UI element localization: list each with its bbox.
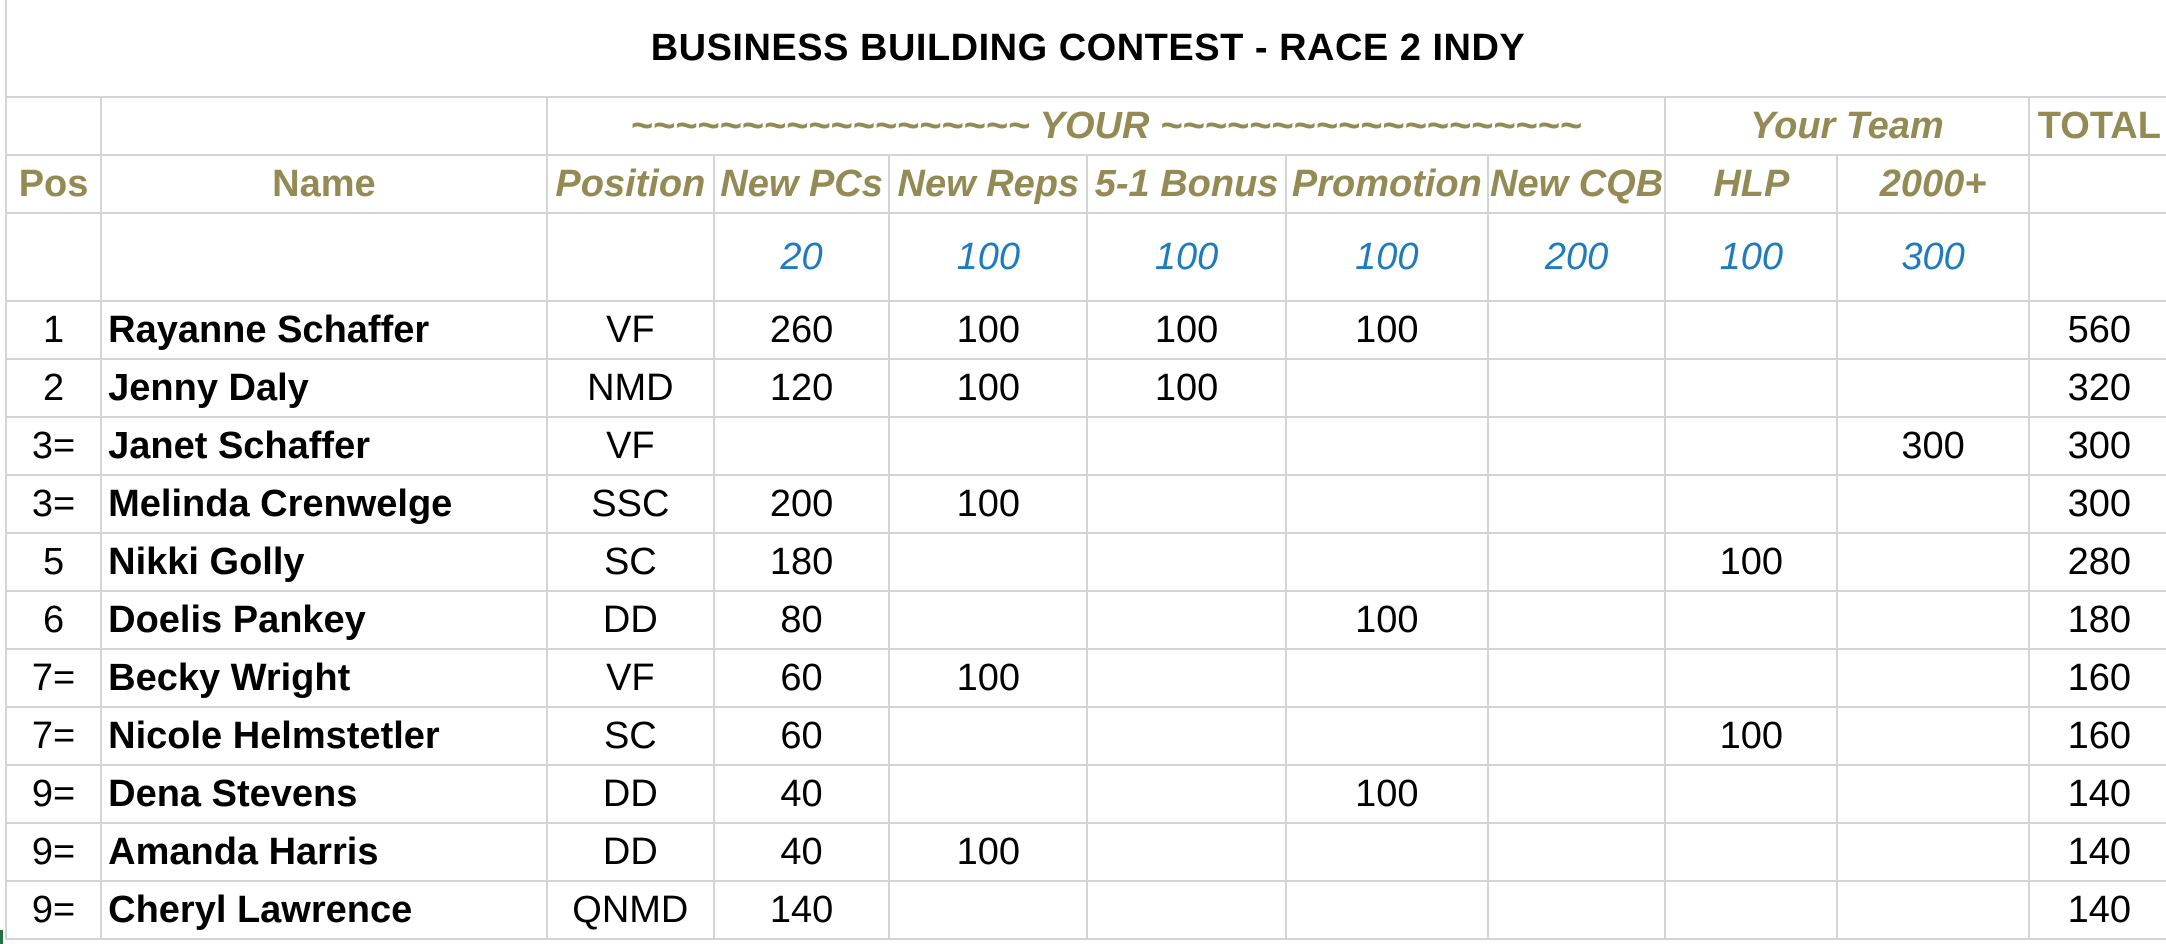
new-pcs-cell[interactable]: 200	[714, 475, 889, 533]
new-cqb-cell[interactable]	[1488, 707, 1665, 765]
name-cell[interactable]: Janet Schaffer	[101, 417, 547, 475]
total-cell[interactable]: 160	[2029, 649, 2166, 707]
cell-blank[interactable]	[6, 97, 101, 155]
promotion-cell[interactable]	[1286, 707, 1488, 765]
pos-cell[interactable]: 9=	[6, 823, 101, 881]
position-cell[interactable]: SSC	[547, 475, 714, 533]
bonus-header[interactable]: 5-1 Bonus	[1087, 155, 1285, 213]
sheet-edge-marker	[0, 930, 3, 944]
new-pcs-header[interactable]: New PCs	[714, 155, 889, 213]
over2000-cell[interactable]	[1837, 591, 2028, 649]
new-reps-points[interactable]: 100	[889, 213, 1087, 301]
name-header[interactable]: Name	[101, 155, 547, 213]
name-cell[interactable]: Cheryl Lawrence	[101, 881, 547, 939]
new-reps-cell[interactable]	[889, 881, 1087, 939]
name-cell[interactable]: Nicole Helmstetler	[101, 707, 547, 765]
pos-cell[interactable]: 3=	[6, 475, 101, 533]
new-pcs-cell[interactable]: 180	[714, 533, 889, 591]
new-reps-cell[interactable]: 100	[889, 823, 1087, 881]
total-cell[interactable]: 280	[2029, 533, 2166, 591]
table-row	[6, 533, 2166, 591]
promotion-points[interactable]: 100	[1286, 213, 1488, 301]
new-cqb-cell[interactable]	[1488, 475, 1665, 533]
promotion-cell[interactable]	[1286, 359, 1488, 417]
promotion-cell[interactable]	[1286, 475, 1488, 533]
bonus-cell[interactable]	[1087, 533, 1285, 591]
new-pcs-cell[interactable]	[714, 417, 889, 475]
column-header-row	[6, 155, 2166, 213]
hlp-points[interactable]: 100	[1665, 213, 1837, 301]
promotion-cell[interactable]	[1286, 533, 1488, 591]
hlp-cell[interactable]	[1665, 765, 1837, 823]
table-row	[6, 359, 2166, 417]
pos-cell[interactable]: 7=	[6, 707, 101, 765]
new-cqb-points[interactable]: 200	[1488, 213, 1665, 301]
over2000-cell[interactable]	[1837, 301, 2028, 359]
bonus-points[interactable]: 100	[1087, 213, 1285, 301]
table-row	[6, 475, 2166, 533]
name-cell[interactable]: Becky Wright	[101, 649, 547, 707]
new-cqb-header[interactable]: New CQB	[1488, 155, 1665, 213]
promotion-cell[interactable]	[1286, 417, 1488, 475]
total-cell[interactable]: 160	[2029, 707, 2166, 765]
over2000-cell[interactable]	[1837, 649, 2028, 707]
over2000-cell[interactable]	[1837, 359, 2028, 417]
total-header[interactable]: TOTAL	[2029, 97, 2166, 155]
pos-cell[interactable]: 3=	[6, 417, 101, 475]
new-pcs-cell[interactable]: 60	[714, 707, 889, 765]
title-row	[6, 0, 2166, 97]
hlp-cell[interactable]	[1665, 649, 1837, 707]
bonus-cell[interactable]	[1087, 591, 1285, 649]
promotion-cell[interactable]	[1286, 823, 1488, 881]
new-cqb-cell[interactable]	[1488, 765, 1665, 823]
new-reps-cell[interactable]	[889, 707, 1087, 765]
new-reps-cell[interactable]: 100	[889, 649, 1087, 707]
promotion-cell[interactable]	[1286, 881, 1488, 939]
position-cell[interactable]: VF	[547, 417, 714, 475]
position-header[interactable]: Position	[547, 155, 714, 213]
bonus-cell[interactable]	[1087, 417, 1285, 475]
new-cqb-cell[interactable]	[1488, 823, 1665, 881]
group-header-row	[6, 97, 2166, 155]
new-pcs-cell[interactable]: 40	[714, 823, 889, 881]
name-cell[interactable]: Amanda Harris	[101, 823, 547, 881]
cell-blank[interactable]	[6, 213, 101, 301]
new-cqb-cell[interactable]	[1488, 417, 1665, 475]
promotion-cell[interactable]	[1286, 649, 1488, 707]
new-pcs-points[interactable]: 20	[714, 213, 889, 301]
hlp-cell[interactable]	[1665, 475, 1837, 533]
over2000-cell[interactable]: 300	[1837, 417, 2028, 475]
total-cell[interactable]: 140	[2029, 765, 2166, 823]
pos-cell[interactable]: 2	[6, 359, 101, 417]
position-cell[interactable]: NMD	[547, 359, 714, 417]
position-cell[interactable]: SC	[547, 707, 714, 765]
new-cqb-cell[interactable]	[1488, 533, 1665, 591]
new-pcs-cell[interactable]: 60	[714, 649, 889, 707]
over2000-header[interactable]: 2000+	[1837, 155, 2028, 213]
table-row	[6, 707, 2166, 765]
new-reps-cell[interactable]	[889, 417, 1087, 475]
over2000-cell[interactable]	[1837, 823, 2028, 881]
over2000-cell[interactable]	[1837, 533, 2028, 591]
cell-blank[interactable]	[2029, 155, 2166, 213]
hlp-cell[interactable]	[1665, 823, 1837, 881]
table-row	[6, 591, 2166, 649]
total-cell[interactable]: 320	[2029, 359, 2166, 417]
new-reps-header[interactable]: New Reps	[889, 155, 1087, 213]
new-pcs-cell[interactable]: 40	[714, 765, 889, 823]
bonus-cell[interactable]	[1087, 765, 1285, 823]
position-cell[interactable]: VF	[547, 301, 714, 359]
bonus-cell[interactable]: 100	[1087, 301, 1285, 359]
cell-blank[interactable]	[547, 213, 714, 301]
position-cell[interactable]: VF	[547, 649, 714, 707]
new-reps-cell[interactable]: 100	[889, 475, 1087, 533]
bonus-cell[interactable]	[1087, 707, 1285, 765]
over2000-cell[interactable]	[1837, 765, 2028, 823]
total-cell[interactable]: 140	[2029, 881, 2166, 939]
name-cell[interactable]: Jenny Daly	[101, 359, 547, 417]
pos-cell[interactable]: 9=	[6, 881, 101, 939]
total-cell[interactable]: 140	[2029, 823, 2166, 881]
pos-cell[interactable]: 5	[6, 533, 101, 591]
new-pcs-cell[interactable]: 260	[714, 301, 889, 359]
name-cell[interactable]: Nikki Golly	[101, 533, 547, 591]
new-pcs-cell[interactable]: 120	[714, 359, 889, 417]
new-reps-cell[interactable]	[889, 765, 1087, 823]
bonus-cell[interactable]: 100	[1087, 359, 1285, 417]
new-cqb-cell[interactable]	[1488, 591, 1665, 649]
contest-table	[5, 0, 2166, 940]
table-row	[6, 417, 2166, 475]
name-cell[interactable]: Rayanne Schaffer	[101, 301, 547, 359]
promotion-cell[interactable]: 100	[1286, 591, 1488, 649]
new-cqb-cell[interactable]	[1488, 301, 1665, 359]
promotion-cell[interactable]: 100	[1286, 765, 1488, 823]
name-cell[interactable]: Melinda Crenwelge	[101, 475, 547, 533]
over2000-points[interactable]: 300	[1837, 213, 2028, 301]
table-row	[6, 765, 2166, 823]
hlp-cell[interactable]	[1665, 881, 1837, 939]
your-team-group-header[interactable]: Your Team	[1665, 97, 2028, 155]
new-reps-cell[interactable]: 100	[889, 301, 1087, 359]
table-row	[6, 823, 2166, 881]
total-cell[interactable]: 300	[2029, 475, 2166, 533]
cell-blank[interactable]	[2029, 213, 2166, 301]
page-title[interactable]: BUSINESS BUILDING CONTEST - RACE 2 INDY	[6, 0, 2166, 97]
over2000-cell[interactable]	[1837, 475, 2028, 533]
new-pcs-cell[interactable]: 140	[714, 881, 889, 939]
total-cell[interactable]: 180	[2029, 591, 2166, 649]
points-row	[6, 213, 2166, 301]
hlp-cell[interactable]: 100	[1665, 707, 1837, 765]
new-cqb-cell[interactable]	[1488, 881, 1665, 939]
pos-header[interactable]: Pos	[6, 155, 101, 213]
total-cell[interactable]: 560	[2029, 301, 2166, 359]
bonus-cell[interactable]	[1087, 823, 1285, 881]
position-cell[interactable]: DD	[547, 823, 714, 881]
bonus-cell[interactable]	[1087, 475, 1285, 533]
bonus-cell[interactable]	[1087, 881, 1285, 939]
your-group-header[interactable]: ~~~~~~~~~~~~~~~~~~ YOUR ~~~~~~~~~~~~~~~~~~~	[547, 97, 1665, 155]
promotion-cell[interactable]: 100	[1286, 301, 1488, 359]
hlp-cell[interactable]	[1665, 417, 1837, 475]
new-pcs-cell[interactable]: 80	[714, 591, 889, 649]
name-cell[interactable]: Dena Stevens	[101, 765, 547, 823]
hlp-cell[interactable]: 100	[1665, 533, 1837, 591]
promotion-header[interactable]: Promotion	[1286, 155, 1488, 213]
position-cell[interactable]: QNMD	[547, 881, 714, 939]
over2000-cell[interactable]	[1837, 707, 2028, 765]
pos-cell[interactable]: 9=	[6, 765, 101, 823]
hlp-cell[interactable]	[1665, 359, 1837, 417]
position-cell[interactable]: SC	[547, 533, 714, 591]
new-cqb-cell[interactable]	[1488, 359, 1665, 417]
hlp-cell[interactable]	[1665, 591, 1837, 649]
cell-blank[interactable]	[101, 213, 547, 301]
table-row	[6, 881, 2166, 939]
name-cell[interactable]: Doelis Pankey	[101, 591, 547, 649]
bonus-cell[interactable]	[1087, 649, 1285, 707]
new-reps-cell[interactable]	[889, 591, 1087, 649]
pos-cell[interactable]: 7=	[6, 649, 101, 707]
pos-cell[interactable]: 1	[6, 301, 101, 359]
position-cell[interactable]: DD	[547, 765, 714, 823]
position-cell[interactable]: DD	[547, 591, 714, 649]
new-reps-cell[interactable]	[889, 533, 1087, 591]
cell-blank[interactable]	[101, 97, 547, 155]
new-cqb-cell[interactable]	[1488, 649, 1665, 707]
new-reps-cell[interactable]: 100	[889, 359, 1087, 417]
table-row	[6, 649, 2166, 707]
hlp-cell[interactable]	[1665, 301, 1837, 359]
pos-cell[interactable]: 6	[6, 591, 101, 649]
hlp-header[interactable]: HLP	[1665, 155, 1837, 213]
total-cell[interactable]: 300	[2029, 417, 2166, 475]
table-row	[6, 301, 2166, 359]
over2000-cell[interactable]	[1837, 881, 2028, 939]
